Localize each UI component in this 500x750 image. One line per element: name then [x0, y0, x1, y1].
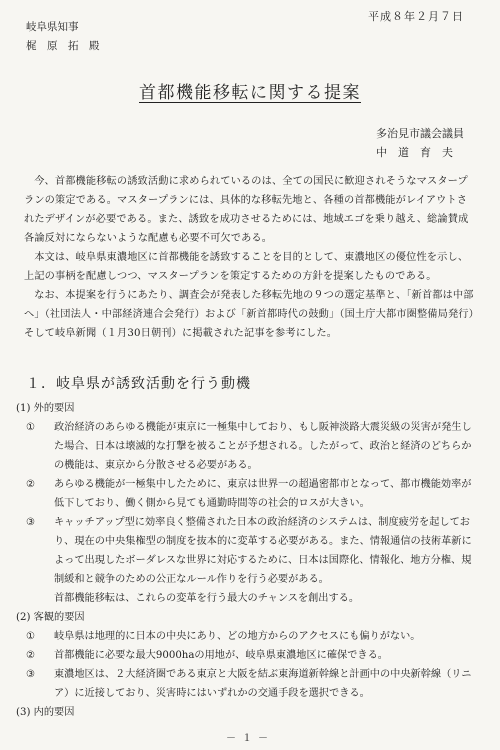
page-number: －１－ [226, 733, 274, 744]
item-text: 東濃地区は、２大経済圏である東京と大阪を結ぶ東海道新幹線と計画中の中央新幹線（リニア）に近接しており、災害時にはいずれかの交通手段を選択できる。 [54, 669, 472, 699]
list-item [16, 665, 476, 703]
addressee-title: 岐阜県知事 [26, 21, 79, 33]
item-number: ① [26, 422, 36, 433]
item-number: ③ [26, 517, 36, 528]
document-title: 首都機能移転に関する提案 [139, 83, 361, 103]
item-text: 首都機能に必要な最大9000haの用地が、岐阜県東濃地区に確保できる。 [54, 650, 388, 661]
item-number: ③ [26, 669, 36, 680]
list-item [16, 513, 476, 589]
item-text: あらゆる機能が一極集中したために、東京は世界一の超過密都市となって、都市機能効率が低下しており、働く側から見ても通勤時間等の社会的ロスが大きい。 [54, 479, 472, 509]
section-heading: １．岐阜県が誘致活動を行う動機 [26, 376, 251, 392]
item-number: ① [26, 631, 36, 642]
item-number: ② [26, 479, 36, 490]
intro-paragraph-1: 今、首都機能移転の誘致活動に求められているのは、全ての国民に歓迎されそうなマスタープランの策定である。マスタープランには、具体的な移転先地と、各種の首都機能がレイアウトされたデザインが必要である。また、誘致を成功させるためには、地域エゴを乗り越え、総論賛成各論反対にならないような配慮も必要不可欠である。 [24, 176, 469, 244]
item-text: キャッチアップ型に効率良く整備された日本の政治経済のシステムは、制度疲労を起しており、現在の中央集権型の制度を抜本的に変革する必要がある。また、情報通信の技術革新によって出現したボーダレスな世界に対応するために、日本は国際化、情報化、地方分権、規制緩和と競争のための公正なルール作りを行う必要がある。 [54, 517, 472, 585]
subsection-internal-factors: (3) 内的要因 [16, 707, 75, 718]
subsection-external-factors: (1) 外的要因 [16, 403, 75, 414]
intro-section [24, 172, 476, 343]
item-conclusion: 首都機能移転は、これらの変革を行う最大のチャンスを創出する。 [54, 593, 360, 604]
list-item [16, 475, 476, 513]
intro-paragraph-2: 本文は、岐阜県東濃地区に首都機能を誘致することを目的として、東濃地区の優位性を示し、上記の事柄を配慮しつつ、マスタープランを策定するための方針を提案したものである。 [24, 252, 469, 282]
author-position: 多治見市議会議員 [376, 127, 464, 140]
subsection-objective-factors: (2) 客観的要因 [16, 612, 85, 623]
author-name: 中 道 育 夫 [376, 146, 453, 159]
document-date: 平成８年２月７日 [368, 10, 464, 23]
intro-paragraph-3: なお、本提案を行うにあたり、調査会が発表した移転先地の９つの選定基準と、「新首都は中部へ」（社団法人・中部経済連合会発行）および「新首都時代の鼓動」（国土庁大都市圏整備局発行）そして岐阜新聞（１月30日朝刊）に掲載された記事を参考にした。 [24, 290, 474, 339]
section-1-content [16, 399, 476, 722]
list-item [16, 646, 476, 665]
author-block [376, 124, 464, 162]
addressee-name: 梶 原 拓 殿 [26, 40, 100, 52]
document-title-block [0, 78, 500, 103]
addressee-block [26, 18, 100, 56]
item-number: ② [26, 650, 36, 661]
list-item [16, 418, 476, 475]
item-text: 政治経済のあらゆる機能が東京に一極集中しており、もし阪神淡路大震災級の災害が発生した場合、日本は壊滅的な打撃を被ることが予想される。したがって、政治と経済のどちらかの機能は、東京から分散させる必要がある。 [54, 422, 472, 471]
list-item [16, 627, 476, 646]
item-text: 岐阜県は地理的に日本の中央にあり、どの地方からのアクセスにも偏りがない。 [54, 631, 421, 642]
